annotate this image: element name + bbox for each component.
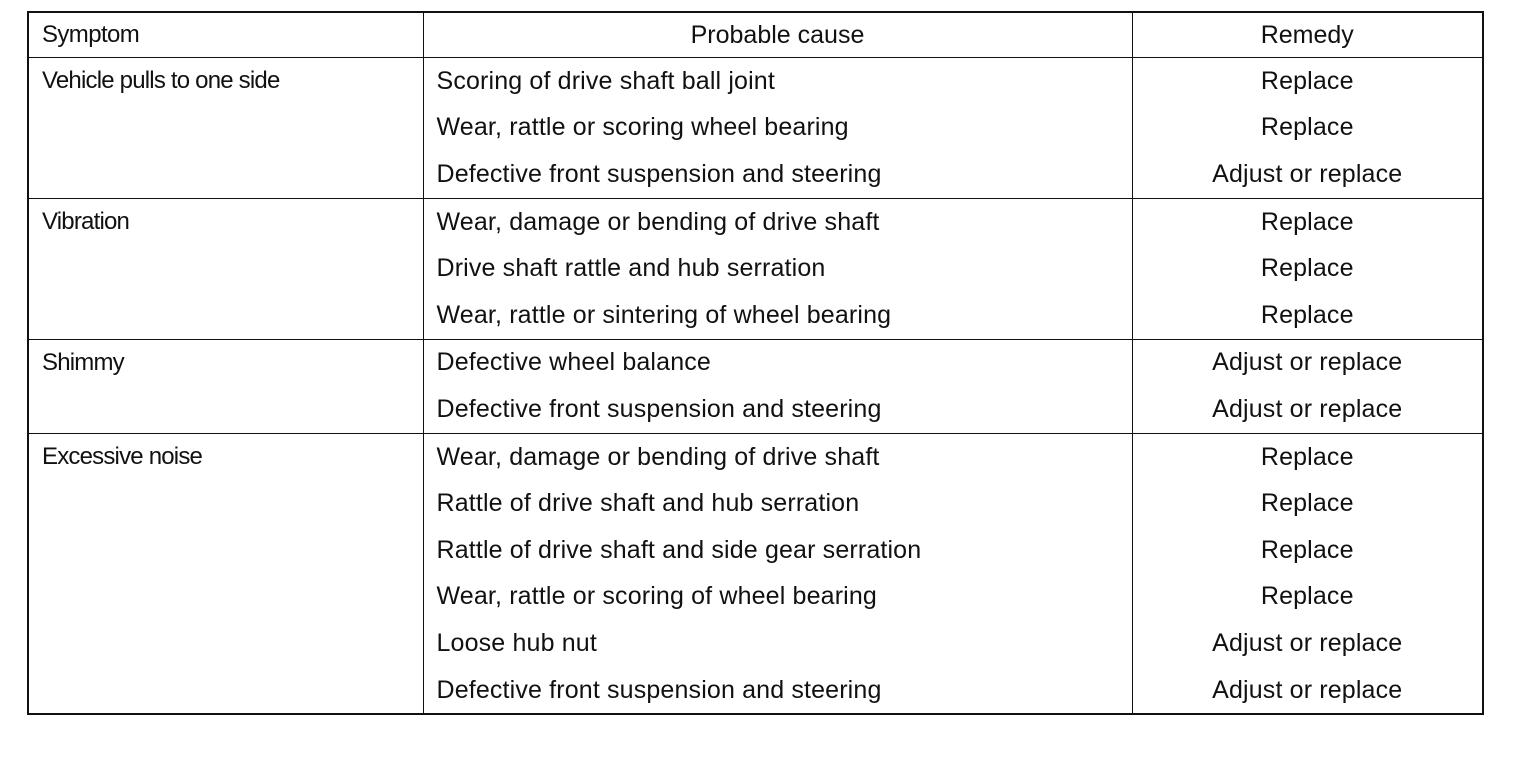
- header-probable-cause: Probable cause: [423, 12, 1132, 58]
- probable-cause-cell: Wear, rattle or scoring wheel bearing: [423, 105, 1132, 152]
- probable-cause-cell: Wear, damage or bending of drive shaft: [423, 433, 1132, 480]
- symptom-cell: Shimmy: [28, 339, 423, 433]
- remedy-cell: Adjust or replace: [1132, 339, 1483, 386]
- probable-cause-cell: Scoring of drive shaft ball joint: [423, 58, 1132, 105]
- remedy-cell: Replace: [1132, 245, 1483, 292]
- probable-cause-cell: Wear, damage or bending of drive shaft: [423, 198, 1132, 245]
- table-row: [28, 198, 1483, 245]
- symptom-cell: Excessive noise: [28, 433, 423, 714]
- probable-cause-cell: Wear, rattle or sintering of wheel bearing: [423, 292, 1132, 339]
- remedy-cell: Replace: [1132, 433, 1483, 480]
- header-row: [28, 12, 1483, 58]
- probable-cause-cell: Defective front suspension and steering: [423, 151, 1132, 198]
- remedy-cell: Replace: [1132, 58, 1483, 105]
- remedy-cell: Replace: [1132, 480, 1483, 527]
- remedy-cell: Adjust or replace: [1132, 151, 1483, 198]
- header-symptom: Symptom: [28, 12, 423, 58]
- remedy-cell: Replace: [1132, 574, 1483, 621]
- probable-cause-cell: Rattle of drive shaft and hub serration: [423, 480, 1132, 527]
- remedy-cell: Replace: [1132, 198, 1483, 245]
- remedy-cell: Adjust or replace: [1132, 667, 1483, 715]
- remedy-cell: Replace: [1132, 527, 1483, 574]
- probable-cause-cell: Loose hub nut: [423, 620, 1132, 667]
- probable-cause-cell: Drive shaft rattle and hub serration: [423, 245, 1132, 292]
- table-row: [28, 433, 1483, 480]
- remedy-cell: Adjust or replace: [1132, 620, 1483, 667]
- symptom-cell: Vehicle pulls to one side: [28, 58, 423, 199]
- remedy-cell: Adjust or replace: [1132, 386, 1483, 433]
- table-row: [28, 339, 1483, 386]
- probable-cause-cell: Rattle of drive shaft and side gear serration: [423, 527, 1132, 574]
- probable-cause-cell: Defective front suspension and steering: [423, 667, 1132, 715]
- remedy-cell: Replace: [1132, 105, 1483, 152]
- troubleshooting-table: [27, 11, 1484, 715]
- header-remedy: Remedy: [1132, 12, 1483, 58]
- probable-cause-cell: Defective wheel balance: [423, 339, 1132, 386]
- probable-cause-cell: Wear, rattle or scoring of wheel bearing: [423, 574, 1132, 621]
- table-body: [28, 58, 1483, 715]
- probable-cause-cell: Defective front suspension and steering: [423, 386, 1132, 433]
- table-row: [28, 58, 1483, 105]
- remedy-cell: Replace: [1132, 292, 1483, 339]
- symptom-cell: Vibration: [28, 198, 423, 339]
